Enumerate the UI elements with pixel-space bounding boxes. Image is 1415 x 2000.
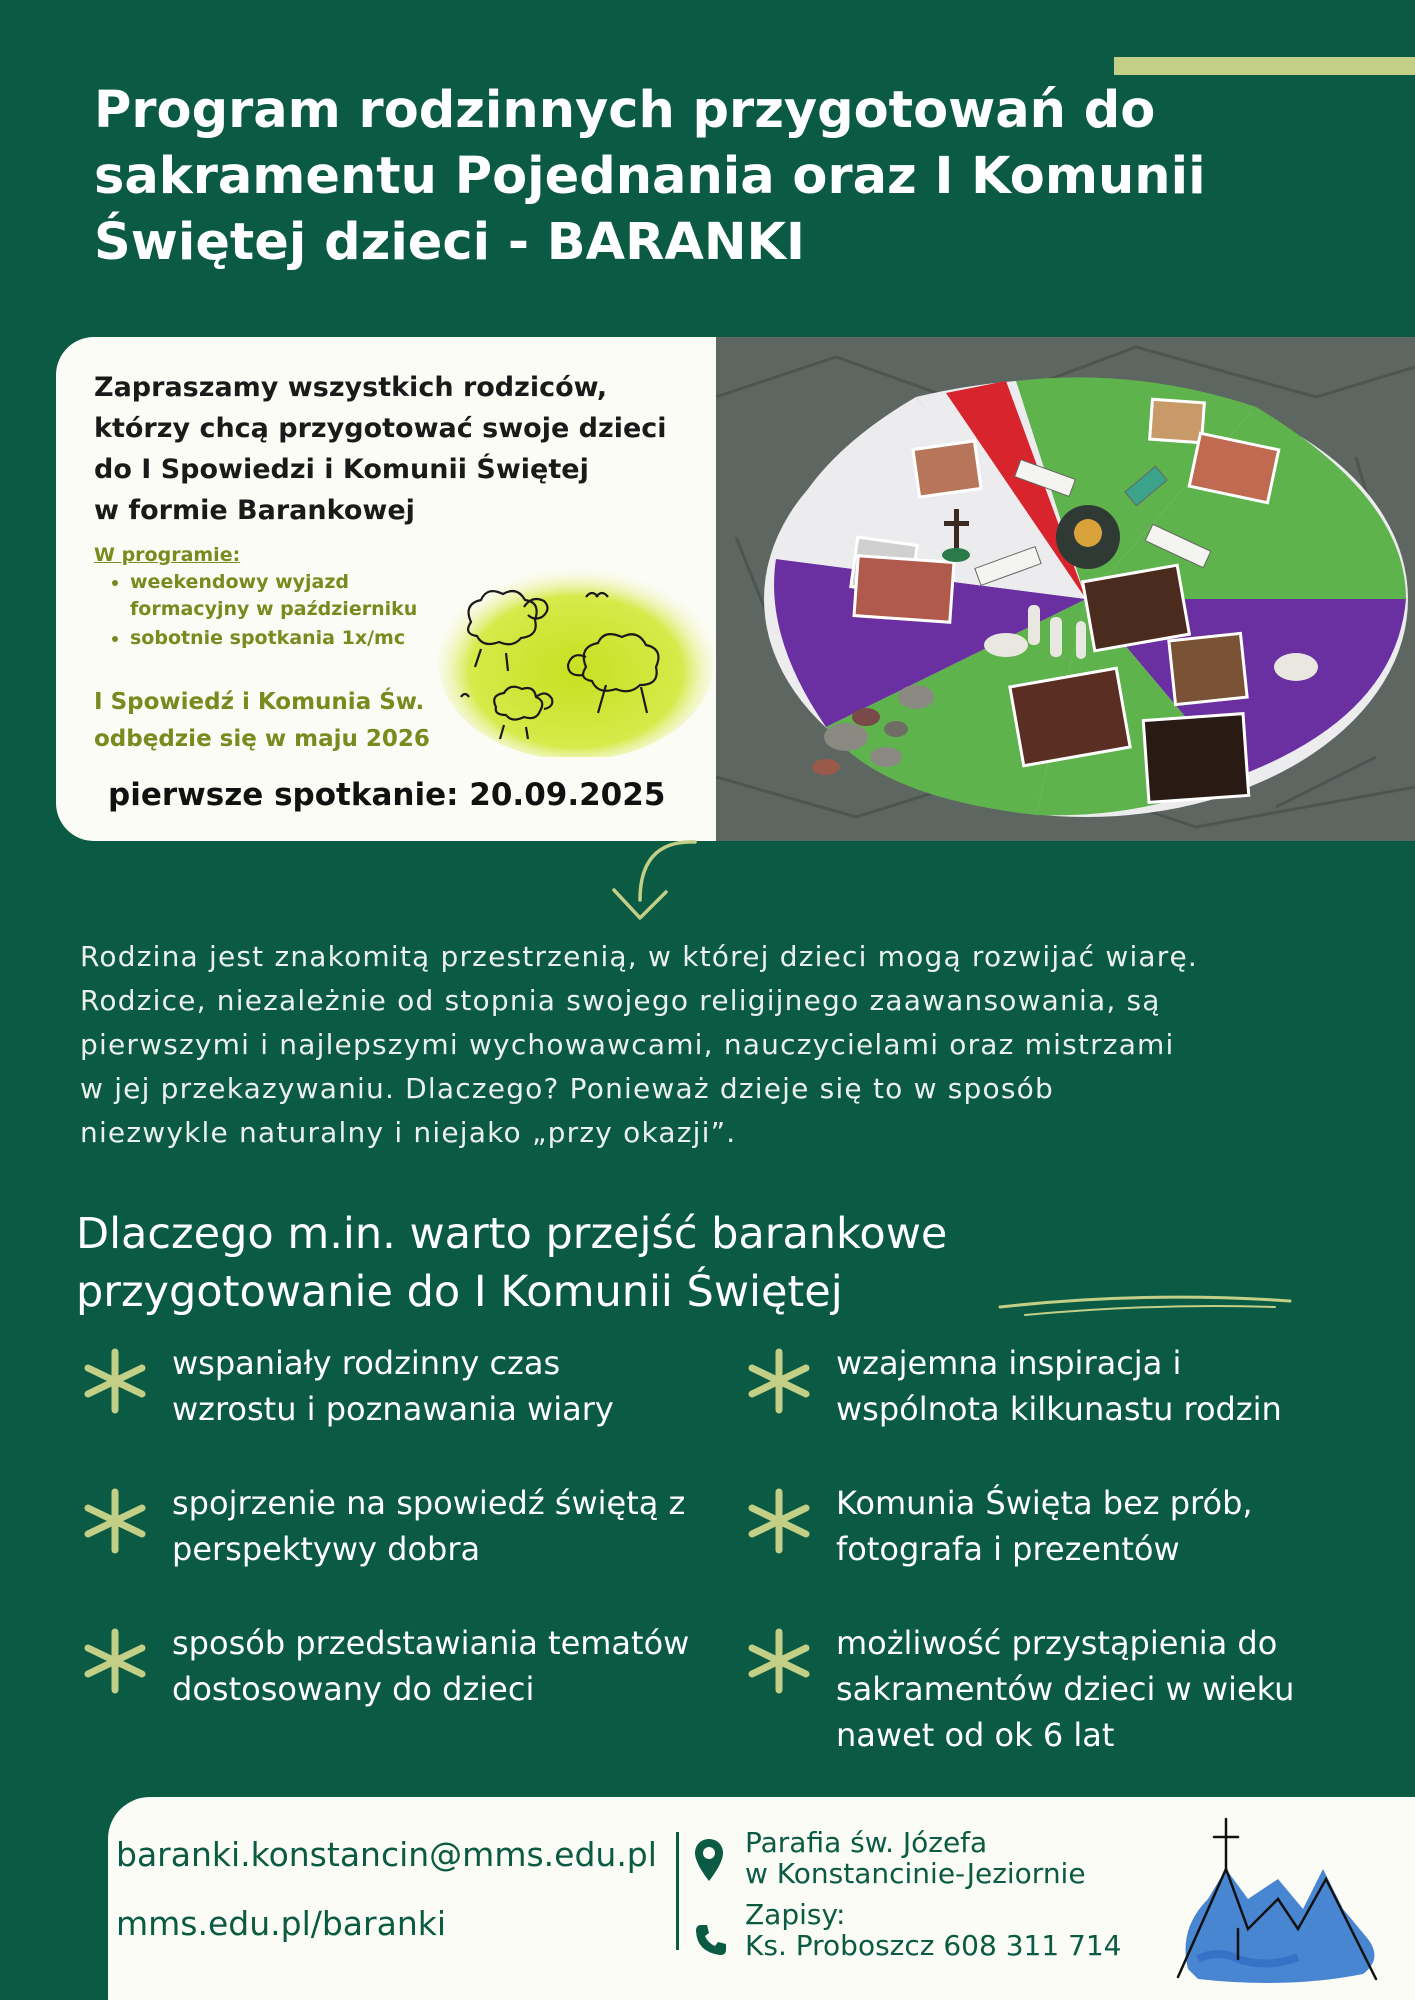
asterisk-icon: [80, 1486, 150, 1556]
why-heading: Dlaczego m.in. warto przejść barankowe przygotowanie do I Komunii Świętej: [76, 1209, 948, 1317]
asterisk-icon: [80, 1346, 150, 1416]
swoosh-decoration: [995, 1285, 1295, 1325]
program-heading: W programie:: [94, 544, 241, 566]
signup-info[interactable]: Zapisy: Ks. Proboszcz 608 311 714: [745, 1898, 1122, 1962]
benefit-item: wzajemna inspiracja i wspólnota kilkunastu rodzin: [744, 1340, 1282, 1432]
intro-paragraph: Rodzina jest znakomitą przestrzenią, w której dzieci mogą rozwijać wiarę. Rodzice, niezależnie od stopnia swojego religijnego zaawansowania, są pierwszymi i najlepszymi wychowawcami, nauczycielami oraz mistrzami w jej przekazywaniu. Dlaczego? Ponieważ dzieje się to w sposób niezwykle naturalny i niejako „przy okazji”.: [80, 940, 1199, 1149]
email-link[interactable]: baranki.konstancin@mms.edu.pl: [116, 1835, 657, 1874]
contact-footer: [108, 1797, 1415, 2000]
program-list: [94, 569, 470, 654]
benefit-item: wspaniały rodzinny czas wzrostu i poznawania wiary: [80, 1340, 614, 1432]
asterisk-icon: [80, 1626, 150, 1696]
asterisk-icon: [744, 1486, 814, 1556]
sheep-illustration: [436, 557, 716, 757]
phone-icon: [693, 1922, 729, 1958]
accent-bar: [1114, 57, 1415, 75]
benefit-item: możliwość przystąpienia do sakramentów dzieci w wieku nawet od ok 6 lat: [744, 1620, 1294, 1758]
page-title: Program rodzinnych przygotowań do sakramentu Pojednania oraz I Komunii Świętej dzieci - BARANKI: [94, 81, 1206, 272]
benefit-item: Komunia Święta bez prób, fotografa i prezentów: [744, 1480, 1253, 1572]
down-arrow-icon: [600, 830, 710, 930]
parish-address: Parafia św. Józefa w Konstancinie-Jeziornie: [745, 1826, 1086, 1890]
location-pin-icon: [693, 1837, 725, 1883]
invitation-text: Zapraszamy wszystkich rodziców, którzy chcą przygotować swoje dzieci do I Spowiedzi i Komunii Świętej w formie Barankowej: [94, 372, 667, 526]
list-item: • sobotnie spotkania 1x/mc: [130, 625, 470, 652]
sacrament-date-note: I Spowiedź i Komunia Św. odbędzie się w maju 2026: [94, 689, 430, 752]
parish-logo: [1138, 1809, 1408, 1994]
benefit-item: sposób przedstawiania tematów dostosowany do dzieci: [80, 1620, 689, 1712]
asterisk-icon: [744, 1346, 814, 1416]
website-link[interactable]: mms.edu.pl/baranki: [116, 1904, 447, 1943]
list-item: • weekendowy wyjazd formacyjny w październiku: [130, 569, 470, 623]
invitation-card: [56, 337, 716, 841]
first-meeting-date: pierwsze spotkanie: 20.09.2025: [108, 777, 666, 813]
benefit-item: spojrzenie na spowiedź świętą z perspektywy dobra: [80, 1480, 685, 1572]
footer-divider: [676, 1832, 679, 1950]
asterisk-icon: [744, 1626, 814, 1696]
catechesis-photo: [716, 337, 1415, 841]
